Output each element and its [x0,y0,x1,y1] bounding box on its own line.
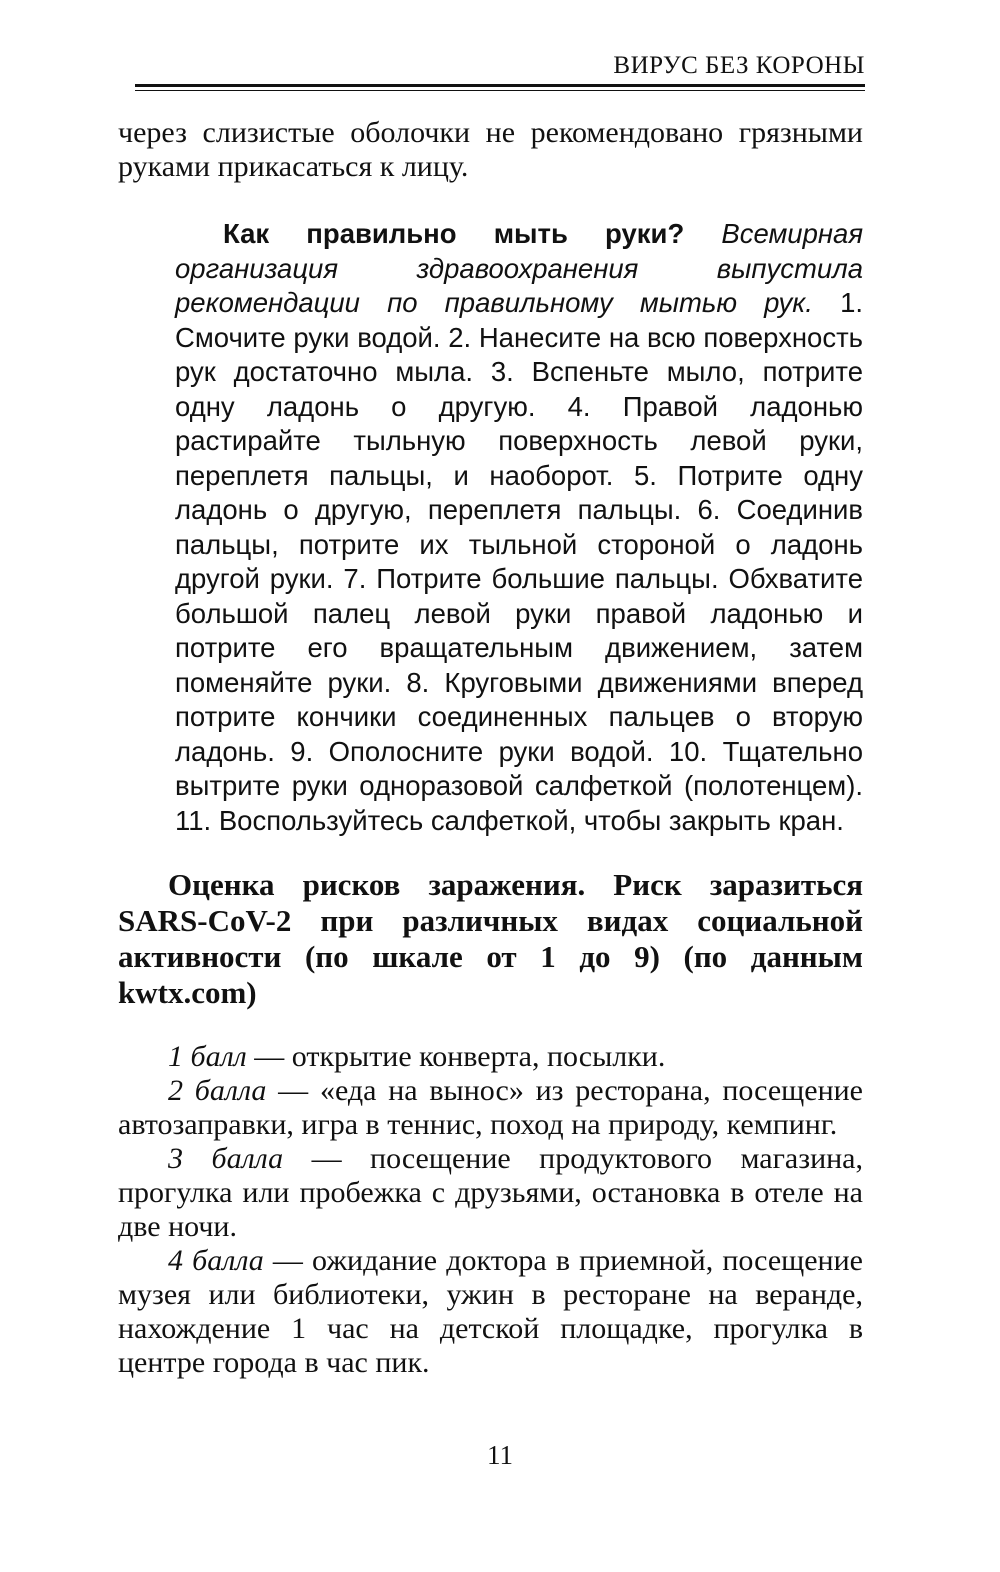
running-head: ВИРУС БЕЗ КОРОНЫ [613,52,865,79]
risk-item [118,1142,863,1244]
handwashing-steps: 1. Смочите руки водой. 2. Нанесите на всю поверхность рук достаточно мыла. 3. Вспеньте мыло, потрите одну ладонь о другую. 4. Правой ладонью растирайте тыльную поверхность левой руки, переплетя пальцы, и наоборот. 5. Потрите одну ладонь о другую, переплетя пальцы. 6. Соединив пальцы, потрите их тыльной стороной о ладонь другой руки. 7. Потрите большие пальцы. Обхватите большой палец левой руки правой ладонью и потрите его вращательным движением, затем поменяйте руки. 8. Круговыми движениями вперед потрите кончики соединенных пальцев о вторую ладонь. 9. Ополосните руки водой. 10. Тщательно вытрите руки одноразовой салфеткой (полотенцем). 11. Воспользуйтесь салфеткой, чтобы закрыть кран. [175,287,864,836]
risk-item [118,1040,863,1074]
risk-item [118,1244,863,1380]
risk-description: — посещение продуктового магазина, прогулка или пробежка с друзьями, остановка в отеле на две ночи. [118,1142,863,1243]
handwashing-question: Как правильно мыть руки? [223,218,685,249]
risk-level: 3 балла [168,1142,284,1175]
header-rule-thin [135,90,865,91]
continued-paragraph: через слизистые оболочки не рекомендовано грязными руками прикасаться к лицу. [118,116,863,183]
risk-section-heading: Оценка рисков заражения. Риск заразиться SARS-CoV-2 при различных видах социальной активности (по шкале от 1 до 9) (по данным kwtx.com) [118,867,863,1010]
risk-level: 1 балл [168,1040,247,1073]
risk-scale-list [118,1040,863,1380]
risk-level: 4 балла [168,1244,264,1277]
header-rule-thick [135,84,865,87]
handwashing-box [175,217,863,838]
handwashing-intro: Всемирная организация здравоохранения выпустила рекомендации по правильному мытью рук. [175,218,864,318]
page-number: 11 [487,1440,513,1470]
risk-description: — открытие конверта, посылки. [246,1040,666,1073]
risk-description: — ожидание доктора в приемной, посещение музея или библиотеки, ужин в ресторане на веранде, нахождение 1 час на детской площадке, прогулка в центре города в час пик. [118,1244,863,1379]
risk-item [118,1074,863,1142]
risk-level: 2 балла [168,1074,267,1107]
risk-description: — «еда на вынос» из ресторана, посещение автозаправки, игра в теннис, поход на природу, кемпинг. [118,1074,863,1141]
